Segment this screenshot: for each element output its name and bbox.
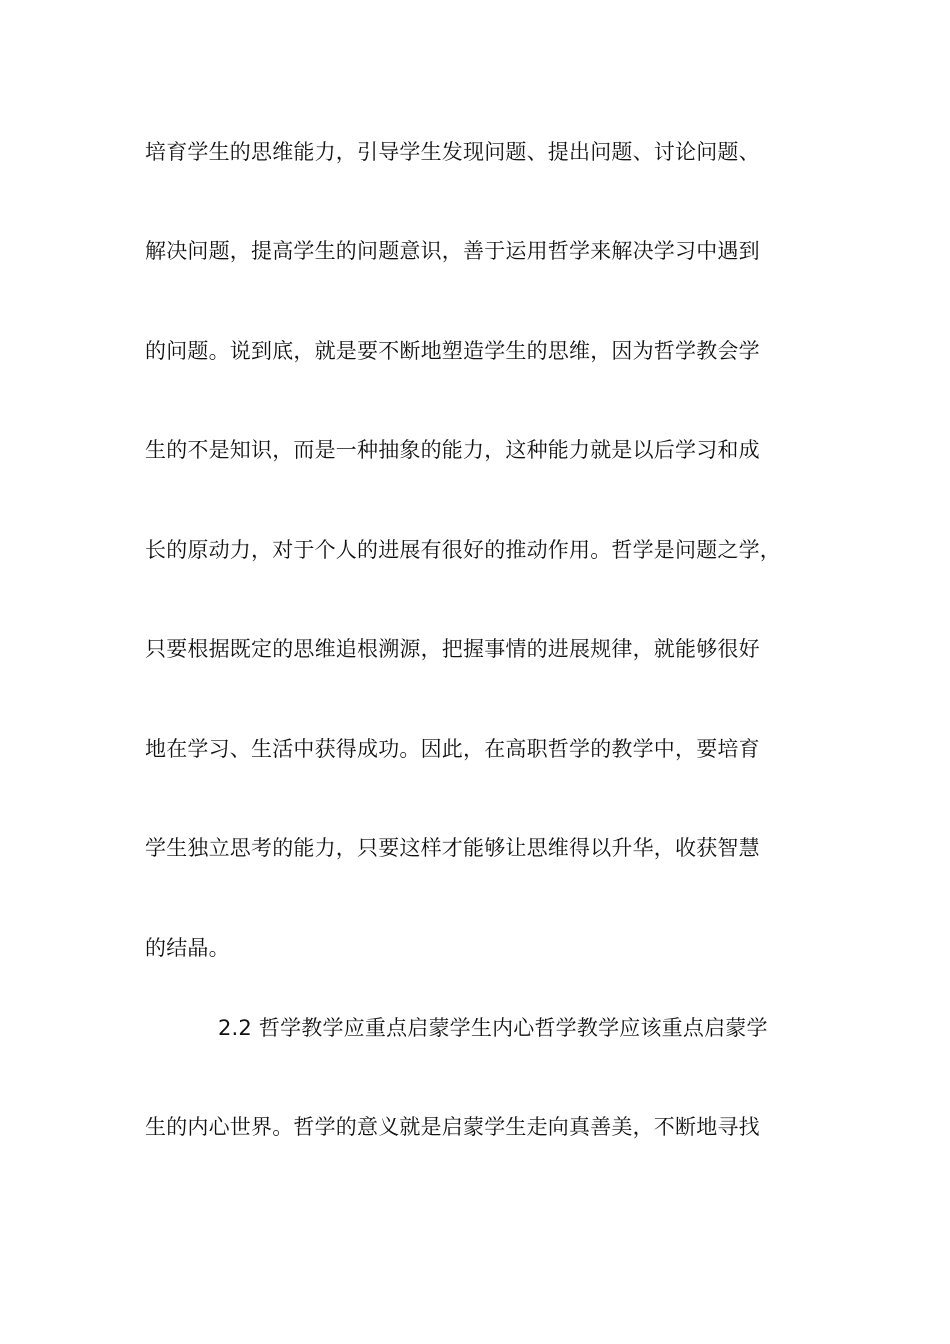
paragraph-line-1: 培育学生的思维能力，引导学生发现问题、提出问题、讨论问题、 — [145, 140, 760, 164]
paragraph-line-8: 学生独立思考的能力，只要这样才能够让思维得以升华，收获智慧 — [145, 836, 760, 860]
paragraph-line-10: 生的内心世界。哲学的意义就是启蒙学生走向真善美，不断地寻找 — [145, 1115, 760, 1139]
paragraph-line-7: 地在学习、生活中获得成功。因此，在高职哲学的教学中，要培育 — [145, 737, 760, 761]
paragraph-line-4: 生的不是知识，而是一种抽象的能力，这种能力就是以后学习和成 — [145, 438, 760, 462]
paragraph-line-9: 的结晶。 — [145, 936, 230, 960]
paragraph-line-5: 长的原动力，对于个人的进展有很好的推动作用。哲学是问题之学， — [145, 538, 781, 562]
section-heading-line: 2.2 哲学教学应重点启蒙学生内心哲学教学应该重点启蒙学 — [218, 1016, 768, 1040]
paragraph-line-3: 的问题。说到底，就是要不断地塑造学生的思维，因为哲学教会学 — [145, 339, 760, 363]
paragraph-line-6: 只要根据既定的思维追根溯源，把握事情的进展规律，就能够很好 — [145, 637, 760, 661]
paragraph-line-2: 解决问题，提高学生的问题意识，善于运用哲学来解决学习中遇到 — [145, 239, 760, 263]
